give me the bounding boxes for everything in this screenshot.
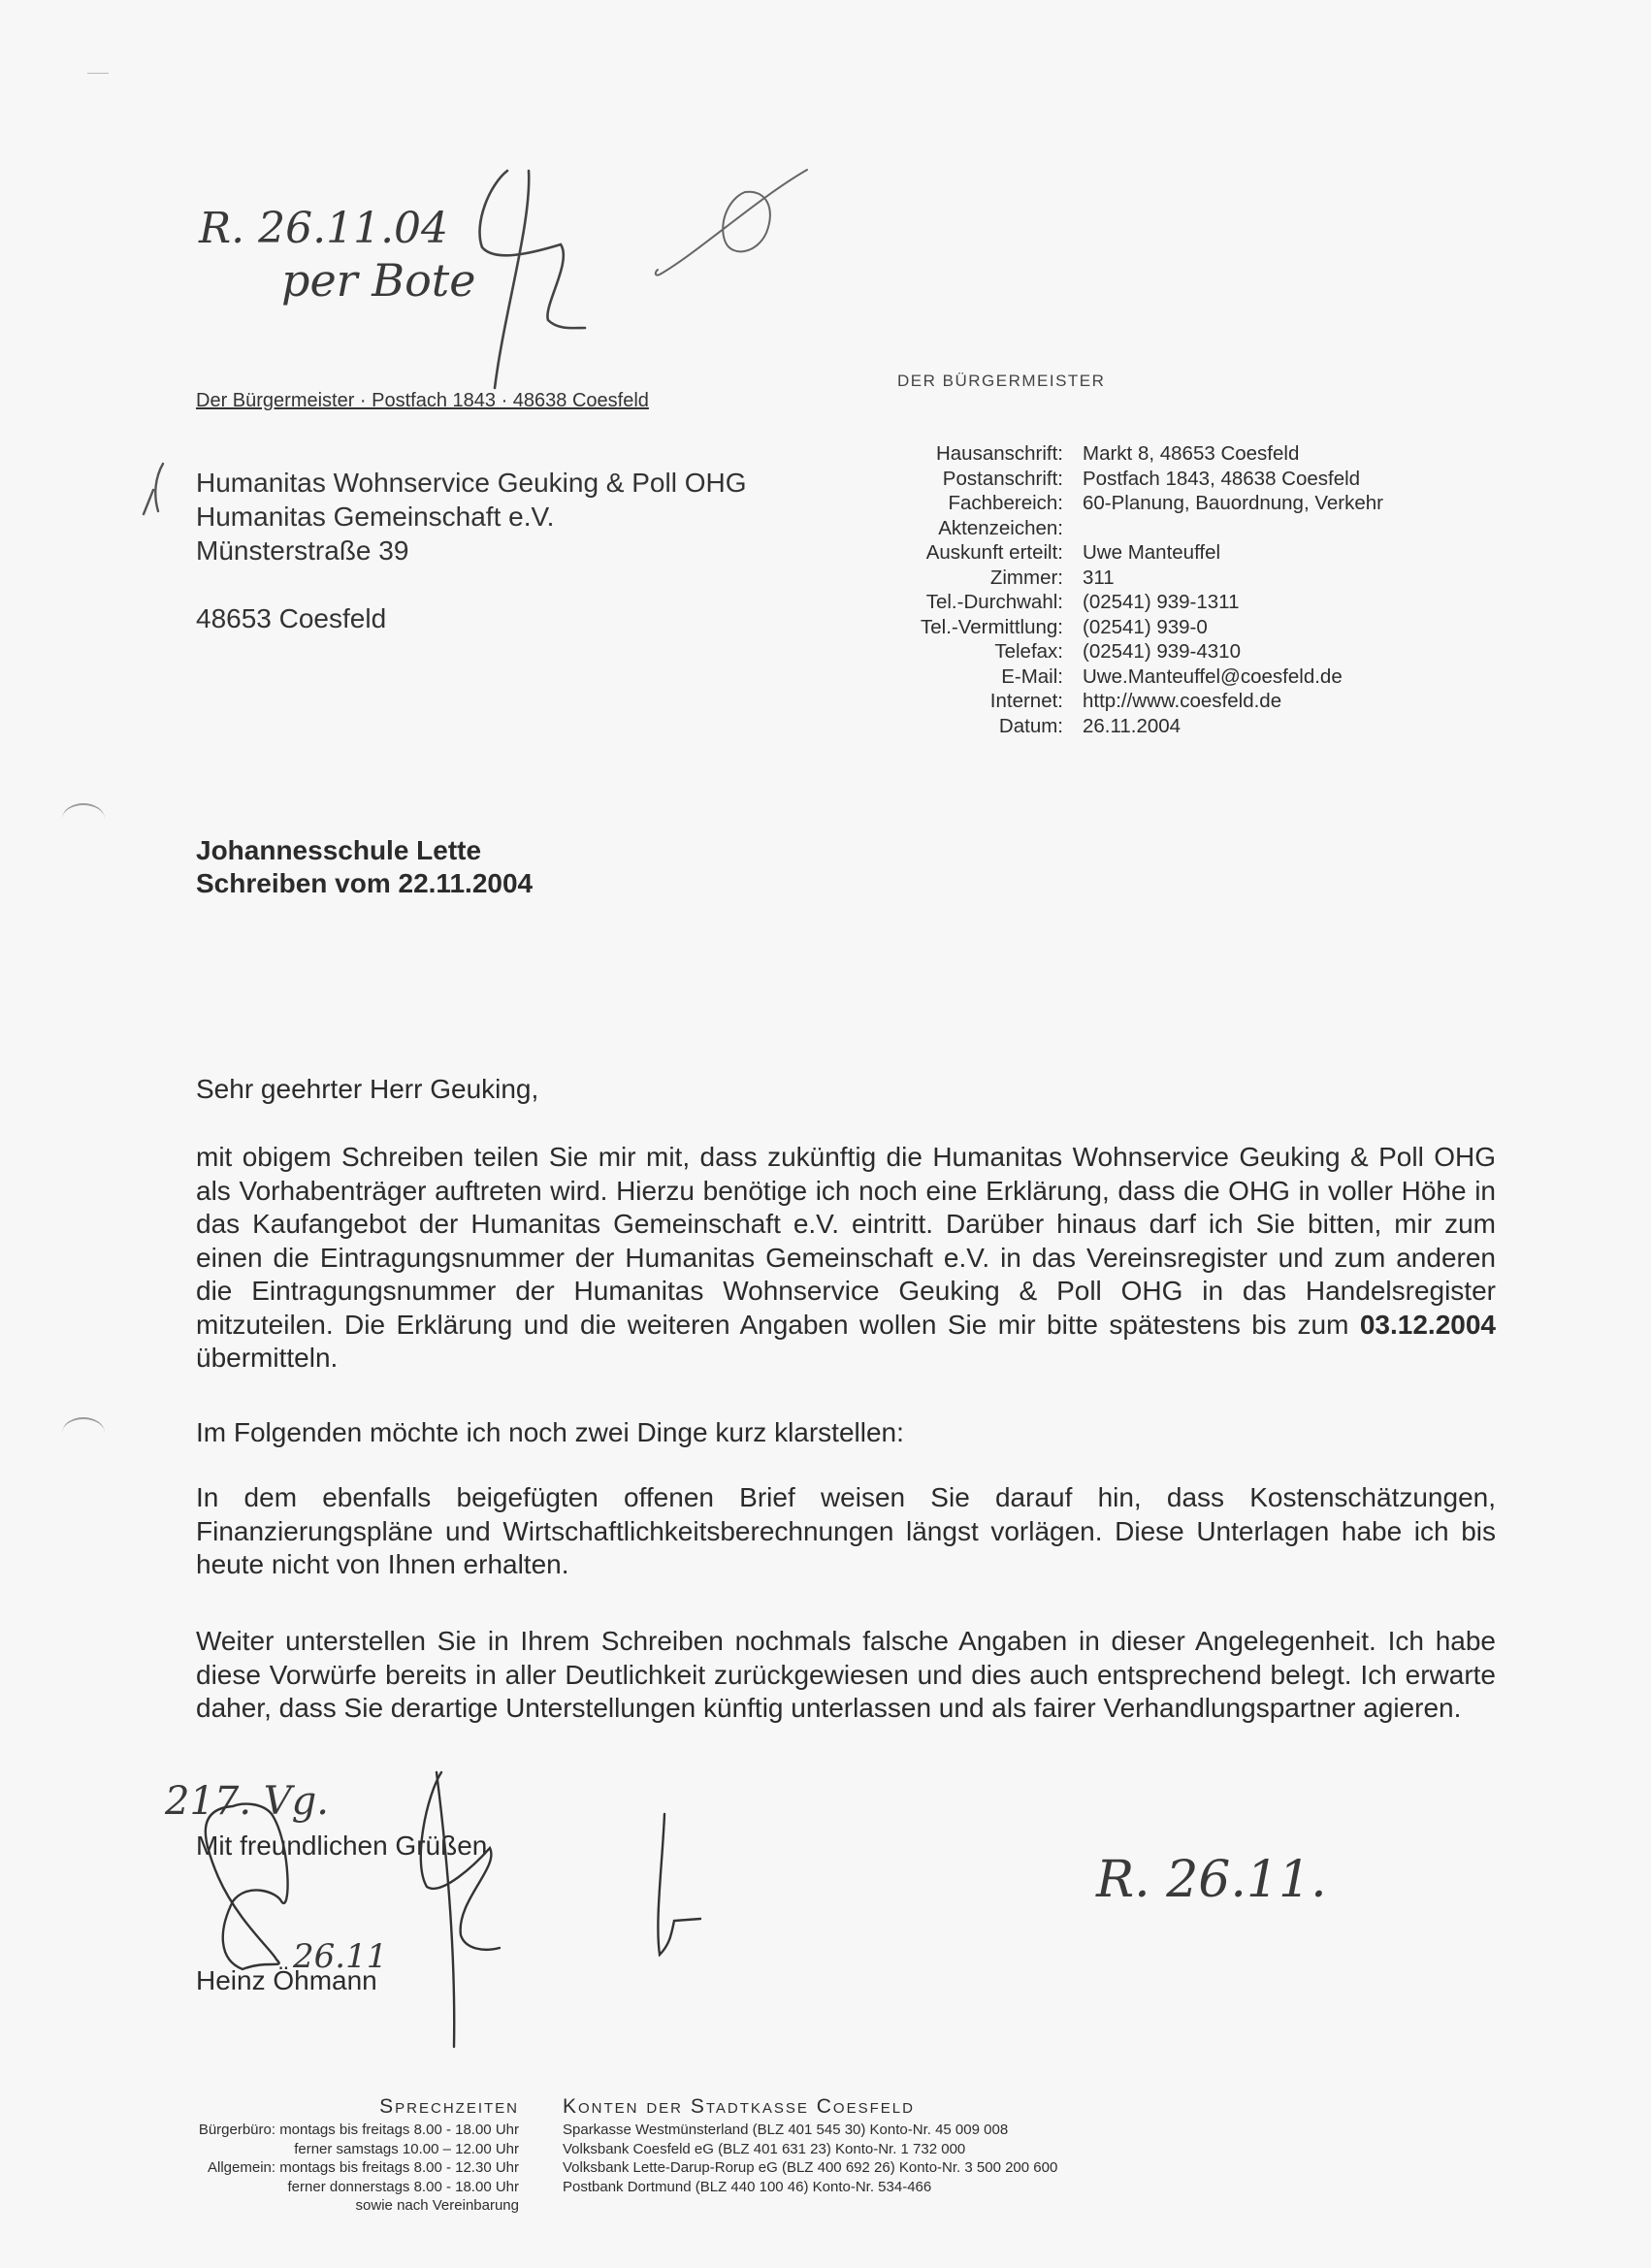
paragraph-1 [196, 1141, 1496, 1376]
subject-line-2: Schreiben vom 22.11.2004 [196, 868, 534, 898]
recipient-line: Humanitas Wohnservice Geuking & Poll OHG [196, 468, 747, 498]
office-hours-line: Bürgerbüro: montags bis freitags 8.00 - 18.00 Uhr [198, 2122, 519, 2138]
info-row-telefax [873, 639, 1383, 664]
subject [196, 834, 533, 900]
paragraph-2: Im Folgenden möchte ich noch zwei Dinge kurz klarstellen: [196, 1417, 904, 1447]
info-value: (02541) 939-1311 [1083, 591, 1240, 613]
info-value: 311 [1083, 566, 1115, 589]
bank-account-line: Volksbank Coesfeld eG (BLZ 401 631 23) Konto-Nr. 1 732 000 [563, 2140, 966, 2157]
closing: Mit freundlichen Grüßen [196, 1831, 488, 1861]
bank-accounts-heading: Konten der Stadtkasse Coesfeld [563, 2095, 915, 2118]
punch-hole-top [62, 803, 105, 834]
info-value: 26.11.2004 [1083, 714, 1182, 737]
office-hours-line: ferner samstags 10.00 – 12.00 Uhr [294, 2140, 519, 2157]
info-value: Markt 8, 48653 Coesfeld [1083, 442, 1300, 465]
info-row-vermittlung [873, 615, 1383, 640]
bank-account-line: Postbank Dortmund (BLZ 440 100 46) Konto-Nr. 534-466 [563, 2178, 932, 2195]
bank-account-line: Sparkasse Westmünsterland (BLZ 401 545 30) Konto-Nr. 45 009 008 [563, 2122, 1009, 2138]
info-row-email [873, 664, 1383, 690]
handwritten-vg-note: 217. Vg. [165, 1779, 329, 1824]
info-row-internet [873, 689, 1383, 714]
sender-return-address: Der Bürgermeister · Postfach 1843 · 48638 Coesfeld [196, 390, 649, 411]
paragraph-3: In dem ebenfalls beigefügten offenen Brief weisen Sie darauf hin, dass Kostenschätzungen, Finanzierungspläne und Wirtschaftlichkeitsberechnungen längst vorlägen. Diese Unterlagen habe ich bis heute nicht von Ihnen erhalten. [196, 1482, 1496, 1579]
info-label: Internet: [989, 690, 1063, 712]
handwritten-right-note: R. 26.11. [1096, 1851, 1327, 1909]
info-row-auskunft [873, 540, 1383, 566]
info-value-email[interactable]: Uwe.Manteuffel@coesfeld.de [1083, 664, 1343, 688]
recipient-line: Humanitas Gemeinschaft e.V. [196, 502, 555, 532]
info-label: Datum: [998, 714, 1063, 737]
info-label: Auskunft erteilt: [925, 541, 1063, 564]
info-label: Postanschrift: [942, 467, 1063, 490]
info-label: Hausanschrift: [935, 442, 1063, 465]
info-value: Postfach 1843, 48638 Coesfeld [1083, 467, 1361, 490]
info-row-zimmer [873, 566, 1383, 591]
office-hours-line: Allgemein: montags bis freitags 8.00 - 12.30 Uhr [208, 2159, 519, 2176]
bank-accounts [563, 2095, 1057, 2196]
paragraph-4: Weiter unterstellen Sie in Ihrem Schreiben nochmals falsche Angaben in dieser Angelegenheit. Ich habe diese Vorwürfe bereits in aller Deutlichkeit zurückgewiesen und dies auch entsprechend belegt. Ich erwarte daher, dass Sie derartige Unterstellungen künftig unterlassen und als fairer Verhandlungspartner agieren. [196, 1626, 1496, 1723]
initials-scrawl-top [480, 171, 585, 388]
contact-info-table [873, 441, 1383, 738]
info-label: Tel.-Vermittlung: [921, 615, 1063, 638]
info-value: (02541) 939-0 [1083, 615, 1208, 638]
initials-scrawl-bottom [421, 1772, 500, 2047]
info-label: Telefax: [994, 640, 1063, 663]
info-label: Aktenzeichen: [938, 516, 1063, 539]
punch-hole-bottom [62, 1417, 105, 1448]
check-mark [658, 1814, 700, 1955]
deadline-date: 03.12.2004 [1359, 1309, 1496, 1340]
office-hours-line: sowie nach Vereinbarung [355, 2197, 519, 2214]
paragraph-1-end: übermitteln. [196, 1343, 339, 1373]
handwritten-per-bote: per Bote [281, 254, 476, 307]
circled-slash-mark [656, 170, 807, 275]
info-row-postanschrift [873, 467, 1383, 492]
info-value: Uwe Manteuffel [1083, 541, 1221, 564]
department-heading: DER BÜRGERMEISTER [897, 372, 1106, 390]
office-hours-line: ferner donnerstags 8.00 - 18.00 Uhr [287, 2178, 519, 2195]
recipient-city: 48653 Coesfeld [196, 603, 387, 633]
info-row-aktenzeichen [873, 516, 1383, 541]
info-label: Tel.-Durchwahl: [925, 591, 1063, 613]
recipient-line: Münsterstraße 39 [196, 535, 409, 566]
info-row-datum [873, 714, 1383, 739]
recipient-margin-mark [144, 464, 163, 514]
info-row-fachbereich [873, 491, 1383, 516]
subject-line-1: Johannesschule Lette [196, 835, 482, 865]
info-value [1083, 516, 1383, 541]
info-value: 60-Planung, Bauordnung, Verkehr [1083, 492, 1384, 514]
signature-loop [206, 1804, 288, 1969]
office-hours-heading: Sprechzeiten [379, 2095, 519, 2118]
recipient-address [196, 466, 747, 635]
info-row-hausanschrift [873, 441, 1383, 467]
handwritten-receipt-date: R. 26.11.04 [199, 204, 449, 253]
paragraph-1-text: mit obigem Schreiben teilen Sie mir mit, dass zukünftig die Humanitas Wohnservice Geuking & Poll OHG als Vorhabenträger auftreten wird. Hierzu benötige ich noch eine Erklärung, dass die OHG in voller Höhe in das Kaufangebot der Humanitas Gemeinschaft e.V. eintritt. Darüber hinaus darf ich Sie bitten, mir zum einen die Eintragungsnummer der Humanitas Gemeinschaft e.V. in das Vereinsregister und zum anderen die Eintragungsnummer der Humanitas Wohnservice Geuking & Poll OHG in das Handelsregister mitzuteilen. Die Erklärung und die weiteren Angaben wollen Sie mir bitte spätestens bis zum [196, 1142, 1496, 1340]
info-value: (02541) 939-4310 [1083, 640, 1241, 663]
salutation: Sehr geehrter Herr Geuking, [196, 1074, 539, 1104]
scan-mark [87, 73, 109, 74]
info-label: E-Mail: [1001, 664, 1063, 688]
info-row-durchwahl [873, 590, 1383, 615]
signer-name: Heinz Öhmann [196, 1965, 377, 1995]
info-label: Zimmer: [989, 566, 1063, 589]
bank-account-line: Volksbank Lette-Darup-Rorup eG (BLZ 400 692 26) Konto-Nr. 3 500 200 600 [563, 2159, 1058, 2176]
info-value-url[interactable]: http://www.coesfeld.de [1083, 690, 1282, 712]
office-hours [155, 2095, 519, 2216]
handwritten-date-26-11: 26.11 [293, 1937, 388, 1976]
info-label: Fachbereich: [948, 492, 1063, 514]
